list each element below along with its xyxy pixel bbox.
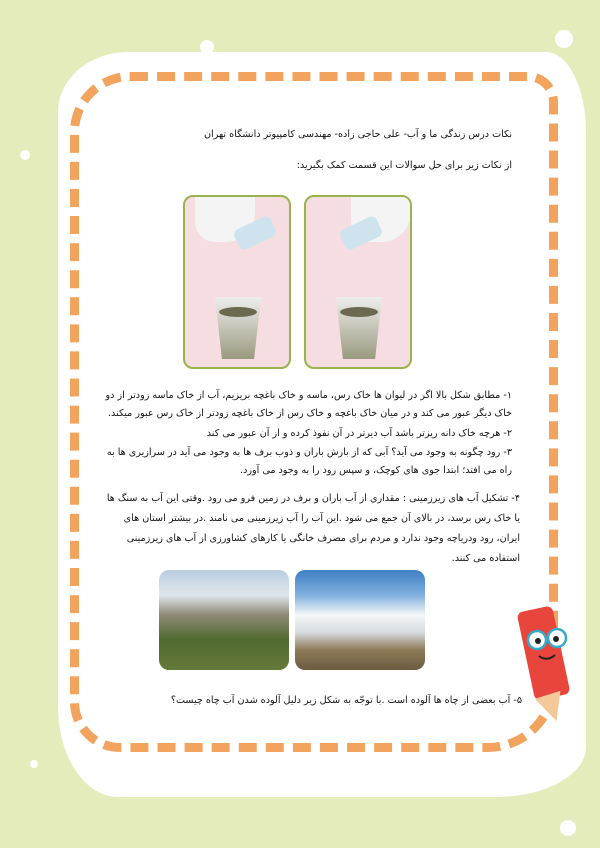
point-text: تشکیل آب های زیرزمینی : مقداری از آب باران و برف در زمین فرو می رود .وقتی این آب به سنگ ها یا خاک رس برسد، در بالای آن جمع می شود .این آب را آب زیرزمینی می نامند .در بیشتر استان های ایران، رود ودریاچه وجود ندارد و مردم برای مصرف خانگی یا کارهای کشاورزی از آب های زیرزمینی استفاده می کنند.	[106, 493, 520, 564]
point-number: ۳-	[503, 447, 512, 458]
bottle	[338, 215, 384, 252]
intro-text: از نکات زیر برای حل سوالات این قسمت کمک بگیرید:	[296, 160, 512, 171]
point-number: ۲-	[503, 428, 512, 439]
point-1	[100, 387, 512, 423]
point-text: آب بعضی از چاه ها آلوده است .با توجّه به شکل زیر دلیل آلوده شدن آب چاه چیست؟	[170, 695, 511, 706]
point-2	[100, 425, 512, 443]
decor-dot	[30, 760, 38, 768]
point-number: ۵-	[513, 695, 522, 706]
soil	[340, 307, 378, 317]
pencil-mascot-icon	[515, 600, 575, 725]
valley-river-photo	[159, 570, 289, 670]
page-title: نکات درس زندگی ما و آب- علی حاجی زاده- مهندسی کامپیوتر دانشگاه تهران	[203, 129, 512, 140]
point-number: ۱-	[503, 390, 512, 401]
snowy-mountain-photo	[295, 570, 425, 670]
decor-dot	[20, 150, 30, 160]
point-5	[150, 692, 522, 710]
point-4	[100, 489, 520, 569]
point-text: رود چگونه به وجود می آید؟ آبی که از بارش باران و ذوب برف ها به وجود می آید در سرازیری ها به راه می افتد؛ ابتدا جوی های کوچک، و سپس رود را به وجود می آورد.	[106, 447, 512, 476]
decor-dot	[555, 30, 573, 48]
experiment-photo-right	[304, 195, 412, 369]
decor-dot	[560, 820, 576, 836]
experiment-photo-left	[183, 195, 291, 369]
point-text: مطابق شکل بالا اگر در لیوان ها خاک رس، ماسه و خاک باغچه بریزیم، آب از خاک ماسه زودتر از دو خاک دیگر عبور می کند و در میان خاک باغچه و خاک رس از خاک باغچه زودتر از خاک رس عبور میکند.	[105, 390, 512, 419]
soil	[219, 307, 257, 317]
point-number: ۴-	[511, 493, 520, 504]
point-text: هرچه خاک دانه ریزتر باشد آب دیرتر در آن نفوذ کرده و از آن عبور می کند	[206, 428, 501, 439]
point-3	[100, 444, 512, 480]
